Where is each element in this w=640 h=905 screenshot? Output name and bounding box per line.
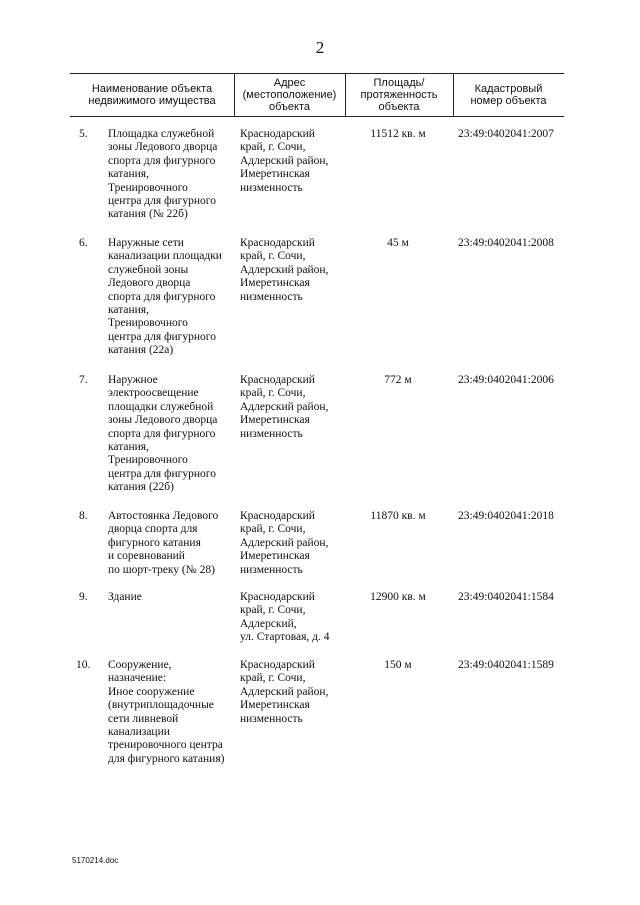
header-cadastral: Кадастровый номер объекта xyxy=(470,82,547,107)
object-name: Здание xyxy=(108,591,142,603)
object-address: Краснодарский край, г. Сочи, Адлерский район, Имеретинская низменность xyxy=(240,659,329,725)
row-number: 7. xyxy=(79,374,88,386)
object-address: Краснодарский край, г. Сочи, Адлерский, ул. Стартовая, д. 4 xyxy=(240,591,330,644)
row-number: 5. xyxy=(79,128,88,140)
object-address: Краснодарский край, г. Сочи, Адлерский район, Имеретинская низменность xyxy=(240,374,329,440)
object-area: 45 м xyxy=(387,237,409,249)
object-area: 11512 кв. м xyxy=(370,128,426,140)
object-name: Наружное электроосвещение площадки служебной зоны Ледового дворца спорта для фигурного катания, Тренировочного центра для фигурного катания (22б) xyxy=(108,374,218,494)
object-name: Сооружение, назначение: Иное сооружение (внутриплощадочные сети ливневой канализации тренировочного центра для фигурного катания) xyxy=(108,659,225,765)
row-number: 8. xyxy=(79,510,88,522)
cadastral-number: 23:49:0402041:2006 xyxy=(458,374,554,386)
object-name: Наружные сети канализации площадки служебной зоны Ледового дворца спорта для фигурного катания, Тренировочного центра для фигурного катания (22а) xyxy=(108,237,222,357)
row-number: 10. xyxy=(76,659,91,671)
cadastral-number: 23:49:0402041:2008 xyxy=(458,237,554,249)
header-name: Наименование объекта недвижимого имущества xyxy=(88,82,216,107)
cadastral-number: 23:49:0402041:1584 xyxy=(458,591,554,603)
object-area: 12900 кв. м xyxy=(370,591,426,603)
document-filename: 5170214.doc xyxy=(72,856,119,865)
cadastral-number: 23:49:0402041:2018 xyxy=(458,510,554,522)
row-number: 9. xyxy=(79,591,88,603)
header-bottom-rule xyxy=(70,116,564,117)
object-area: 11870 кв. м xyxy=(370,510,426,522)
object-area: 150 м xyxy=(384,659,412,671)
object-name: Площадка служебной зоны Ледового дворца спорта для фигурного катания, Тренировочного центра для фигурного катания (№ 22б) xyxy=(108,128,218,221)
object-address: Краснодарский край, г. Сочи, Адлерский район, Имеретинская низменность xyxy=(240,237,329,303)
row-number: 6. xyxy=(79,237,88,249)
cadastral-number: 23:49:0402041:1589 xyxy=(458,659,554,671)
header-address: Адрес (местоположение) объекта xyxy=(242,76,337,113)
object-address: Краснодарский край, г. Сочи, Адлерский район, Имеретинская низменность xyxy=(240,510,329,576)
header-area: Площадь/ протяженность объекта xyxy=(360,76,438,113)
cadastral-number: 23:49:0402041:2007 xyxy=(458,128,554,140)
object-address: Краснодарский край, г. Сочи, Адлерский район, Имеретинская низменность xyxy=(240,128,329,194)
page-number: 2 xyxy=(315,38,325,57)
object-area: 772 м xyxy=(384,374,412,386)
object-name: Автостоянка Ледового дворца спорта для фигурного катания и соревнований по шорт-треку (№ 28) xyxy=(108,510,219,576)
